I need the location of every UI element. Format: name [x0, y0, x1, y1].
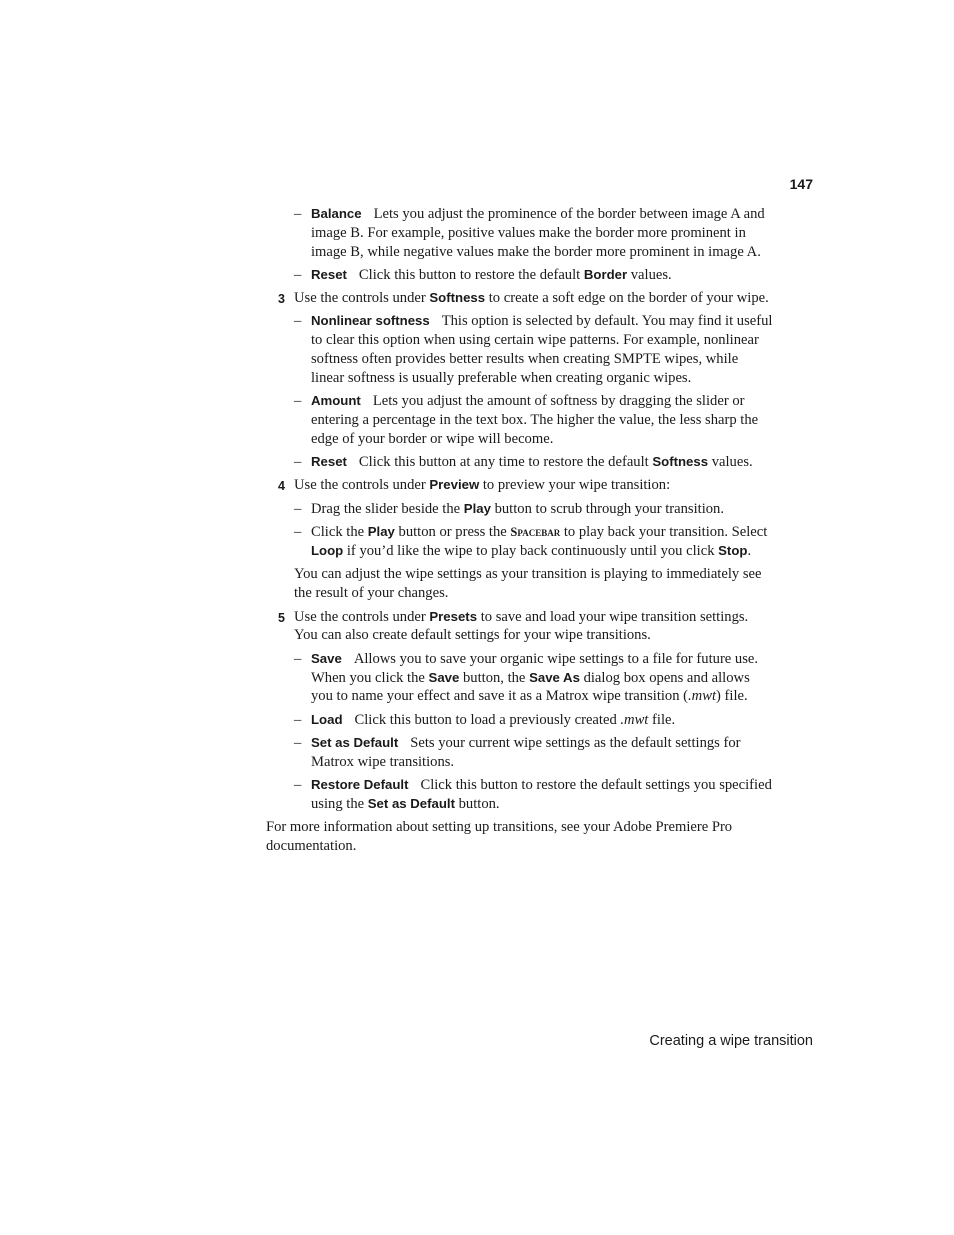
bullet-balance	[266, 205, 774, 261]
bold-softness: Softness	[429, 290, 486, 306]
dash: –	[294, 454, 302, 471]
bold-play: Play	[463, 500, 491, 516]
text: Click this button at any time to restore the default	[358, 454, 653, 471]
text: .	[747, 542, 752, 559]
text: Use the controls under	[294, 608, 430, 625]
term-set-as-default: Set as Default	[311, 734, 399, 750]
dash: –	[294, 777, 302, 794]
bold-softness: Softness	[652, 454, 709, 470]
text: This option is selected by default. You may find it useful to clear this option when using certain wipe patterns. For example, nonlinear softness often provides better results when creating SMPTE wipes, while linear softness is usually preferable when creating organic wipes.	[311, 313, 773, 386]
step-5	[266, 608, 774, 646]
file-extension: .mwt	[688, 688, 717, 705]
term-reset: Reset	[311, 454, 347, 470]
text: Click this button to load a previously created	[354, 711, 621, 728]
term-amount: Amount	[311, 393, 361, 409]
text: dialog box opens and allows you to name your effect and save it as a Matrox wipe transition (	[311, 669, 750, 705]
bold-stop: Stop	[718, 542, 748, 558]
file-extension: .mwt	[620, 711, 649, 728]
dash: –	[294, 266, 302, 283]
dash: –	[294, 734, 302, 751]
bold-presets: Presets	[429, 608, 478, 624]
bullet-save	[266, 650, 774, 706]
text: ) file.	[716, 688, 748, 705]
para-adjust-settings: You can adjust the wipe settings as your transition is playing to immediately see the result of your changes.	[294, 566, 762, 601]
text: Click the	[311, 523, 368, 540]
bullet-amount	[266, 392, 774, 448]
dash: –	[294, 313, 302, 330]
bullet-nonlinear-softness	[266, 312, 774, 387]
text: button, the	[459, 669, 530, 686]
bold-preview: Preview	[429, 477, 480, 493]
key-spacebar: Spacebar	[510, 524, 561, 539]
step-3	[266, 289, 774, 308]
text: values.	[627, 266, 672, 283]
dash: –	[294, 393, 302, 410]
text: to preview your wipe transition:	[479, 477, 671, 494]
bold-set-as-default: Set as Default	[367, 795, 455, 811]
bold-loop: Loop	[311, 542, 344, 558]
text: to create a soft edge on the border of your wipe.	[485, 290, 769, 307]
bullet-click-play	[266, 523, 774, 561]
term-save: Save	[311, 650, 342, 666]
text: button or press the	[394, 523, 511, 540]
term-reset: Reset	[311, 266, 347, 282]
text: file.	[648, 711, 676, 728]
term-restore-default: Restore Default	[311, 777, 409, 793]
bold-save: Save	[428, 669, 460, 685]
bold-border: Border	[583, 266, 628, 282]
text: Use the controls under	[294, 477, 430, 494]
text: Allows you to save your organic wipe settings to a file for future use. When you click the	[311, 650, 759, 686]
bullet-restore-default	[266, 776, 774, 814]
bullet-reset-softness	[266, 453, 774, 472]
text: Sets your current wipe settings as the default settings for Matrox wipe transitions.	[311, 734, 741, 770]
dash: –	[294, 650, 302, 667]
text: Use the controls under	[294, 290, 430, 307]
text: button.	[454, 795, 500, 812]
text: to save and load your wipe transition settings. You can also create default settings for your wipe transitions.	[294, 608, 749, 644]
para-more-information: For more information about setting up transitions, see your Adobe Premiere Pro documentation.	[266, 819, 733, 854]
desc-balance: Lets you adjust the prominence of the border between image A and image B. For example, positive values make the border more prominent in image B, while negative values make the border more prominent in image A.	[311, 206, 765, 260]
bullet-load	[266, 711, 774, 730]
step-number: 3	[278, 292, 285, 307]
dash: –	[294, 711, 302, 728]
running-footer: Creating a wipe transition	[649, 1033, 813, 1049]
bullet-reset-border	[266, 266, 774, 285]
dash: –	[294, 206, 302, 222]
text: Click this button to restore the default settings you specified using the	[311, 777, 772, 812]
text: button to scrub through your transition.	[490, 500, 724, 517]
term-nonlinear-softness: Nonlinear softness	[311, 313, 430, 329]
term-load: Load	[311, 711, 343, 727]
term-balance: Balance	[311, 206, 362, 221]
dash: –	[294, 500, 302, 517]
page-body	[266, 205, 774, 856]
step-number: 5	[278, 610, 285, 625]
bullet-set-as-default	[266, 734, 774, 772]
bold-save-as: Save As	[529, 669, 580, 685]
step-4	[266, 476, 774, 495]
text: values.	[708, 454, 753, 471]
text: Click this button to restore the default	[358, 266, 584, 283]
page-number: 147	[789, 176, 813, 192]
bold-play: Play	[367, 523, 395, 539]
text: to play back your transition. Select	[560, 523, 768, 540]
text: Drag the slider beside the	[311, 500, 464, 517]
step-number: 4	[278, 479, 285, 494]
text: if you’d like the wipe to play back continuously until you click	[343, 542, 719, 559]
dash: –	[294, 523, 302, 540]
bullet-drag-slider	[266, 500, 774, 519]
text: Lets you adjust the amount of softness by dragging the slider or entering a percentage in the text box. The higher the value, the less sharp the edge of your border or wipe will become.	[311, 393, 759, 447]
